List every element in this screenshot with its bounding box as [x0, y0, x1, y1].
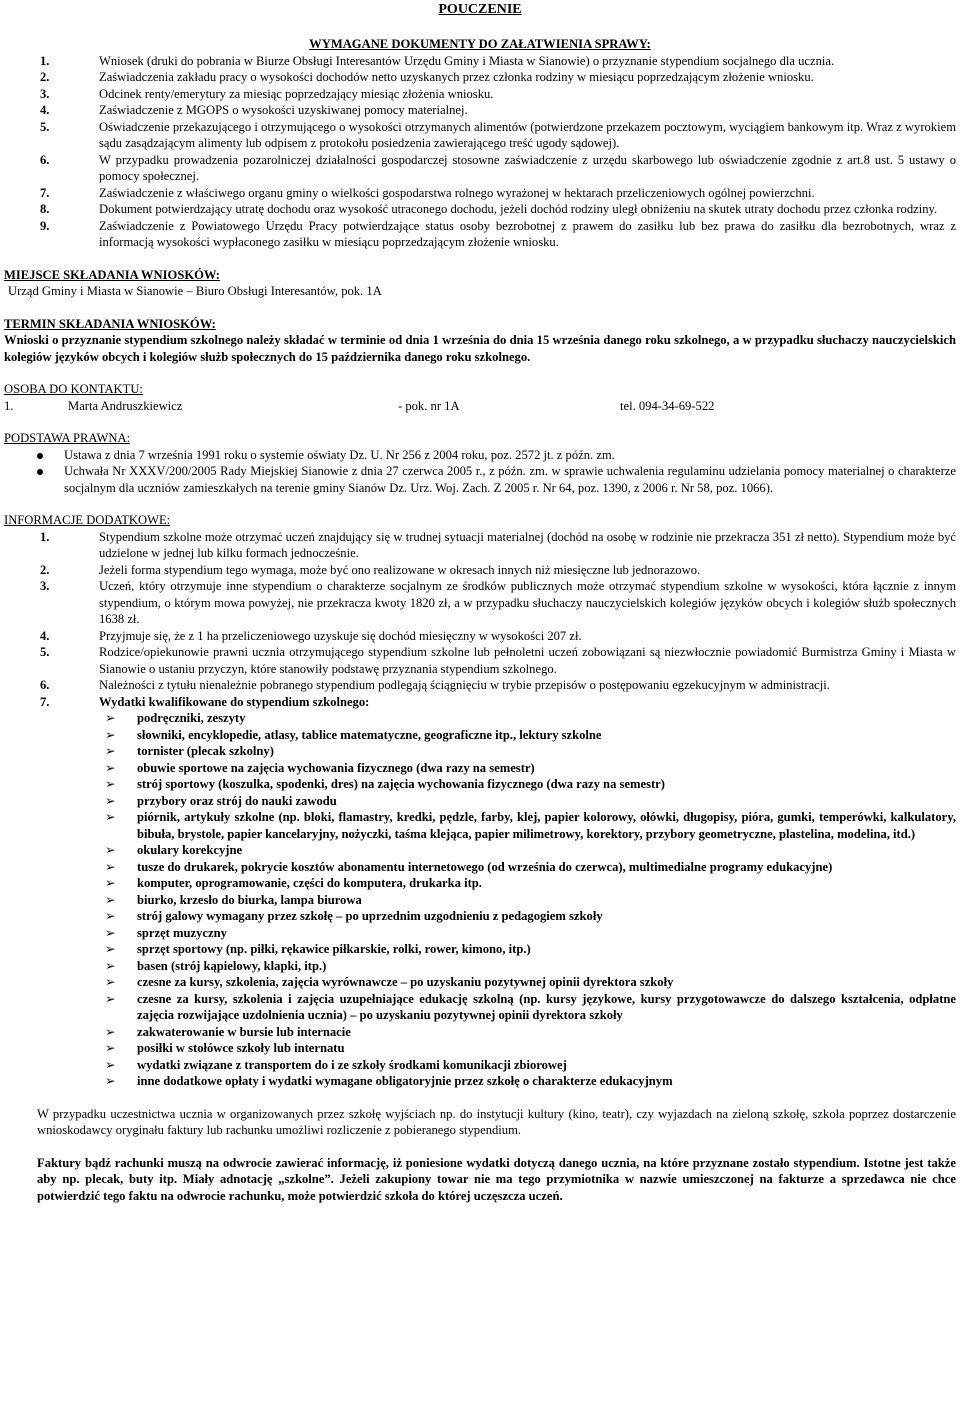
expense-item — [4, 1073, 956, 1090]
list-item — [4, 694, 956, 711]
item-text: Zaświadczenie z właściwego organu gminy o wielkości gospodarstwa rolnego wyrażonej w hektarach przeliczeniowych ogólnej powierzchni. — [99, 185, 815, 200]
item-number: 2. — [40, 562, 50, 577]
expense-item-text: obuwie sportowe na zajęcia wychowania fizycznego (dwa razy na semestr) — [137, 760, 535, 775]
expense-item-text: posiłki w stołówce szkoły lub internatu — [137, 1041, 345, 1055]
list-item — [4, 562, 956, 579]
arrow-bullet-icon: ➢ — [105, 1024, 116, 1039]
contact-heading: OSOBA DO KONTAKTU: — [4, 382, 143, 396]
item-number: 9. — [40, 218, 50, 233]
arrow-bullet-icon: ➢ — [105, 843, 116, 857]
arrow-bullet-icon: ➢ — [105, 777, 116, 791]
item-number: 5. — [40, 119, 50, 134]
arrow-bullet-icon: ➢ — [105, 1041, 116, 1055]
contact-number: 1. — [4, 398, 14, 413]
term-text: Wnioski o przyznanie stypendium szkolnego należy składać w terminie od dnia 1 września do dnia 15 września danego roku szkolnego, a w przypadku słuchaczy nauczycielskich kolegiów języków obcych i kolegiów służb społecznych do 15 października danego roku szkolnego. — [4, 333, 956, 364]
expense-item — [4, 1040, 956, 1057]
place-text: Urząd Gminy i Miasta w Sianowie – Biuro Obsługi Interesantów, pok. 1A — [8, 284, 382, 298]
law-item-text: Uchwała Nr XXXV/200/2005 Rady Miejskiej Sianowie z dnia 27 czerwca 2005 r., z późn. zm. w sprawie uchwalenia regulaminu udzielania pomocy materialnej o charakterze socjalnym dla uczniów zamieszkałych na terenie gminy Sianów Dz. Urz. Woj. Zach. Z 2005 r. Nr 64, poz. 1390, z 2006 r. Nr 58, poz. 1066). — [64, 464, 956, 495]
item-number: 4. — [40, 628, 50, 643]
item-number: 3. — [40, 86, 50, 101]
list-item — [4, 218, 956, 251]
list-item — [4, 628, 956, 645]
item-number: 6. — [40, 152, 50, 167]
expense-item — [4, 743, 956, 760]
expense-item-text: strój sportowy (koszulka, spodenki, dres) na zajęcia wychowania fizycznego (dwa razy na semestr) — [137, 777, 665, 791]
list-item — [4, 86, 956, 103]
list-item — [4, 119, 956, 152]
expense-item-text: tusze do drukarek, pokrycie kosztów abonamentu internetowego (od września do czerwca), multimedialne programy edukacyjne) — [137, 859, 833, 874]
expense-item — [4, 842, 956, 859]
expense-item-text: zakwaterowanie w bursie lub internacie — [137, 1024, 351, 1039]
expense-item-text: strój galowy wymagany przez szkołę – po uprzednim uzgodnieniu z pedagogiem szkoły — [137, 909, 603, 923]
item-text: Wniosek (druki do pobrania w Biurze Obsługi Interesantów Urzędu Gminy i Miasta w Sianowie) o przyznanie stypendium socjalnego dla ucznia. — [99, 53, 835, 68]
expense-item — [4, 875, 956, 892]
item-number: 4. — [40, 103, 50, 117]
arrow-bullet-icon: ➢ — [105, 942, 116, 956]
bullet-icon — [37, 453, 43, 459]
expense-item-text: wydatki związane z transportem do i ze szkoły środkami komunikacji zbiorowej — [137, 1057, 567, 1072]
document-title: POUCZENIE — [438, 2, 522, 17]
item-text: Wydatki kwalifikowane do stypendium szkolnego: — [99, 694, 370, 709]
expense-item — [4, 727, 956, 744]
expense-item — [4, 1057, 956, 1074]
arrow-bullet-icon: ➢ — [105, 925, 116, 940]
law-heading: PODSTAWA PRAWNA: — [4, 431, 131, 445]
expense-item-text: komputer, oprogramowanie, części do komputera, drukarka itp. — [137, 876, 482, 890]
expense-item-text: biurko, krzesło do biurka, lampa biurowa — [137, 892, 362, 907]
arrow-bullet-icon: ➢ — [105, 793, 116, 808]
list-item — [4, 53, 956, 70]
item-number: 6. — [40, 678, 50, 692]
expense-item — [4, 793, 956, 810]
info-heading: INFORMACJE DODATKOWE: — [4, 513, 171, 527]
expense-item — [4, 941, 956, 958]
list-item — [4, 185, 956, 202]
arrow-bullet-icon: ➢ — [105, 810, 116, 824]
item-text: Zaświadczenie z MGOPS o wysokości uzyskiwanej pomocy materialnej. — [99, 103, 468, 117]
note-invoices: Faktury bądź rachunki muszą na odwrocie zawierać informację, iż poniesione wydatki dotyczą danego ucznia, na które przyznane zostało stypendium. Istotne jest także aby np. plecak, buty itp. Miały adnotację „szkolne”. Jeżeli zakupiony towar nie ma tego przymiotnika w nazwie umieszczonej na fakturze a sprzedawca nie chce potwierdzić tego faktu na odwrocie rachunku, może potwierdzić szkoła do której uczęszcza uczeń. — [37, 1155, 956, 1203]
item-text: Należności z tytułu nienależnie pobranego stypendium podlegają ściągnięciu w trybie przepisów o postępowaniu egzekucyjnym w administracji. — [99, 678, 830, 692]
item-number: 5. — [40, 645, 50, 659]
law-item — [4, 447, 956, 464]
list-item — [4, 529, 956, 562]
item-text: Oświadczenie przekazującego i otrzymującego o wysokości otrzymanych alimentów (potwierdzone przekazem pocztowym, wyciągiem bankowym itp. Wraz z wyrokiem sądu zasądzającym alimenty lub odpisem z protokołu posiedzenia zawierającego treść ugody sądowej). — [99, 119, 956, 150]
place-heading: MIEJSCE SKŁADANIA WNIOSKÓW: — [4, 267, 221, 282]
expense-item-text: okulary korekcyjne — [137, 843, 243, 857]
list-item — [4, 152, 956, 185]
list-item — [4, 201, 956, 218]
item-number: 7. — [40, 185, 50, 200]
arrow-bullet-icon: ➢ — [105, 1074, 116, 1088]
item-text: Jeżeli forma stypendium tego wymaga, może być ono realizowane w okresach innych niż miesięczne lub jednorazowo. — [99, 562, 701, 577]
expense-item — [4, 710, 956, 727]
arrow-bullet-icon: ➢ — [105, 991, 116, 1006]
expense-item — [4, 1024, 956, 1041]
expense-item-text: czesne za kursy, szkolenia i zajęcia uzupełniające edukację szkolną (np. kursy językowe, kursy przygotowawcze do dalszego kształcenia, odpłatne zajęcia rozwijające uzdolnienia ucznia) – po uzyskaniu pozytywnej opinii dyrektora szkoły — [137, 991, 956, 1022]
expense-item-text: inne dodatkowe opłaty i wydatki wymagane obligatoryjnie przez szkołę o charakterze edukacyjnym — [137, 1074, 673, 1088]
item-text: Odcinek renty/emerytury za miesiąc poprzedzający miesiąc złożenia wniosku. — [99, 86, 494, 101]
item-text: Rodzice/opiekunowie prawni ucznia otrzymującego stypendium szkolne lub pełnoletni uczeń zobowiązani są niezwłocznie powiadomić Burmistrza Gminy i Miasta w Sianowie o ustaniu przyczyn, które stanowiły podstawę przyznania stypendium szkolnego. — [99, 645, 956, 676]
item-text: W przypadku prowadzenia pozarolniczej działalności gospodarczej stosowne zaświadczenie z urzędu skarbowego lub oświadczenie zgodnie z art.8 ust. 5 ustawy o pomocy społecznej. — [99, 152, 956, 183]
item-text: Zaświadczenie z Powiatowego Urzędu Pracy potwierdzające status osoby bezrobotnej z prawem do zasiłku lub bez prawa do zasiłku dla bezrobotnych, wraz z informacją wysokości wypłaconego zasiłku w miesiącu poprzedzającym złożenie wniosku. — [99, 218, 956, 249]
contact-room: - pok. nr 1A — [398, 398, 460, 413]
arrow-bullet-icon: ➢ — [105, 760, 116, 775]
arrow-bullet-icon: ➢ — [105, 1057, 116, 1072]
expense-item — [4, 958, 956, 975]
expense-item-text: sprzęt muzyczny — [137, 925, 227, 940]
law-item — [4, 463, 956, 496]
expense-item-text: piórnik, artykuły szkolne (np. bloki, flamastry, kredki, pędzle, farby, klej, papier kolorowy, ołówki, długopisy, pióra, gumki, temperówki, kalkulatory, bibuła, brystole, papier kancelaryjny, nożyczki, taśma klejąca, papier milimetrowy, korektory, przybory geometryczne, plastelina, modelina, itd.) — [137, 810, 956, 841]
required-documents-heading: WYMAGANE DOKUMENTY DO ZAŁATWIENIA SPRAWY: — [309, 37, 651, 51]
arrow-bullet-icon: ➢ — [105, 859, 116, 874]
required-documents-list — [4, 53, 956, 251]
arrow-bullet-icon: ➢ — [105, 744, 116, 758]
contact-name: Marta Andruszkiewicz — [68, 398, 183, 413]
list-item — [4, 677, 956, 694]
item-text: Uczeń, który otrzymuje inne stypendium o charakterze socjalnym ze środków publicznych może otrzymać stypendium szkolne w wysokości, która łącznie z innym stypendium, o którym mowa powyżej, nie przekracza kwoty 1820 zł, a w przypadku słuchaczy nauczycielskich kolegiów języków obcych i kolegiów służb społecznych 1638 zł. — [99, 579, 956, 626]
expense-item — [4, 925, 956, 942]
contact-row — [4, 398, 956, 415]
law-list — [4, 447, 956, 497]
document-page — [4, 0, 956, 1204]
bullet-icon — [37, 469, 43, 475]
arrow-bullet-icon: ➢ — [105, 892, 116, 907]
list-item — [4, 644, 956, 677]
law-item-text: Ustawa z dnia 7 września 1991 roku o systemie oświaty Dz. U. Nr 256 z 2004 roku, poz. 2572 jt. z późn. zm. — [64, 447, 615, 462]
contact-phone: tel. 094-34-69-522 — [620, 398, 715, 413]
expense-item-text: przybory oraz strój do nauki zawodu — [137, 793, 337, 808]
expense-item — [4, 760, 956, 777]
expense-item-text: podręczniki, zeszyty — [137, 711, 246, 725]
item-number: 3. — [40, 579, 50, 593]
term-heading: TERMIN SKŁADANIA WNIOSKÓW: — [4, 316, 216, 331]
item-number: 8. — [40, 202, 50, 216]
expense-item-text: słowniki, encyklopedie, atlasy, tablice matematyczne, geograficzne itp., lektury szkolne — [137, 727, 602, 742]
arrow-bullet-icon: ➢ — [105, 711, 116, 725]
arrow-bullet-icon: ➢ — [105, 909, 116, 923]
expense-item — [4, 809, 956, 842]
note-trips: W przypadku uczestnictwa ucznia w organizowanych przez szkołę wyjściach np. do instytucji kultury (kino, teatr), czy wyjazdach na zieloną szkołę, szkoła poprzez dostarczenie wnioskodawcy oryginału faktury lub rachunku umożliwi rozliczenie z pobieranego stypendium. — [37, 1106, 956, 1137]
expense-item-text: sprzęt sportowy (np. piłki, rękawice piłkarskie, rolki, rower, kimono, itp.) — [137, 942, 531, 956]
list-item — [4, 578, 956, 628]
item-number: 7. — [40, 694, 50, 709]
item-text: Zaświadczenia zakładu pracy o wysokości dochodów netto uzyskanych przez członka rodziny w miesiącu poprzedzającym złożenie wniosku. — [99, 70, 814, 84]
expenses-list — [4, 710, 956, 1090]
list-item — [4, 102, 956, 119]
item-text: Dokument potwierdzający utratę dochodu oraz wysokość utraconego dochodu, jeżeli dochód rodziny uległ obniżeniu na skutek utraty dochodu przez członka rodziny. — [99, 202, 938, 216]
expense-item — [4, 859, 956, 876]
arrow-bullet-icon: ➢ — [105, 727, 116, 742]
item-text: Przyjmuje się, że z 1 ha przeliczeniowego uzyskuje się dochód miesięczny w wysokości 207 zł. — [99, 628, 582, 643]
expense-item — [4, 991, 956, 1024]
expense-item — [4, 908, 956, 925]
item-text: Stypendium szkolne może otrzymać uczeń znajdujący się w trudnej sytuacji materialnej (dochód na osobę w rodzinie nie przekracza 351 zł netto). Stypendium może być udzielone w jednej lub kilku formach jednocześnie. — [99, 529, 956, 560]
item-number: 1. — [40, 529, 50, 544]
expense-item-text: czesne za kursy, szkolenia, zajęcia wyrównawcze – po uzyskaniu pozytywnej opinii dyrektora szkoły — [137, 975, 674, 989]
arrow-bullet-icon: ➢ — [105, 958, 116, 973]
arrow-bullet-icon: ➢ — [105, 876, 116, 890]
expense-item — [4, 892, 956, 909]
list-item — [4, 69, 956, 86]
item-number: 1. — [40, 53, 50, 68]
expense-item — [4, 974, 956, 991]
expense-item-text: tornister (plecak szkolny) — [137, 744, 274, 758]
item-number: 2. — [40, 70, 50, 84]
expense-item — [4, 776, 956, 793]
info-list — [4, 529, 956, 711]
arrow-bullet-icon: ➢ — [105, 975, 116, 989]
expense-item-text: basen (strój kąpielowy, klapki, itp.) — [137, 958, 327, 973]
